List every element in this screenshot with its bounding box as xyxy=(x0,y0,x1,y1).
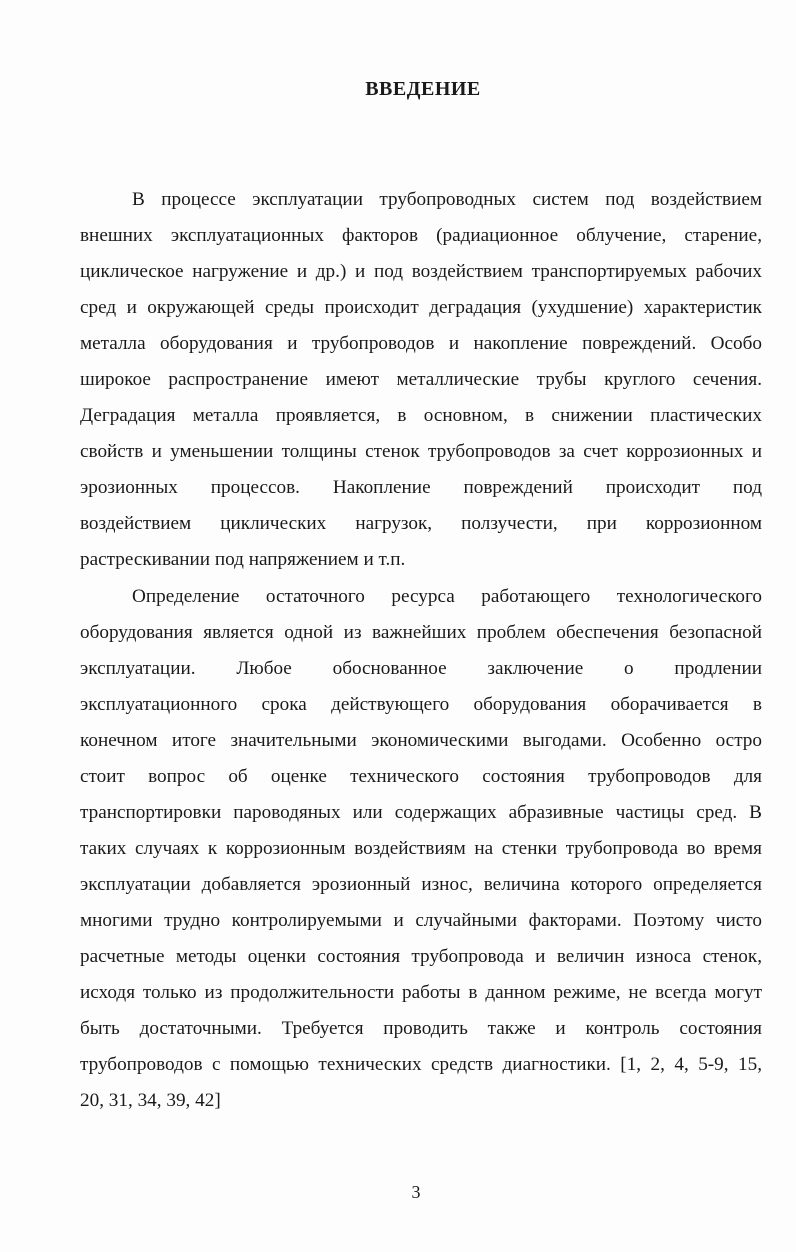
paragraph-line: расчетные методы оценки состояния трубопровода и величин износа стенок, xyxy=(80,946,762,967)
paragraph-line: металла оборудования и трубопроводов и накопление повреждений. Особо xyxy=(80,333,762,354)
paragraph-line: сред и окружающей среды происходит деградация (ухудшение) характеристик xyxy=(80,297,762,318)
paragraph-line: широкое распространение имеют металлические трубы круглого сечения. xyxy=(80,369,762,390)
page-number: 3 xyxy=(411,1182,421,1202)
paragraph-line: транспортировки пароводяных или содержащих абразивные частицы сред. В xyxy=(80,802,762,823)
paragraph-line: стоит вопрос об оценке технического состояния трубопроводов для xyxy=(80,766,762,787)
paragraph-line: исходя только из продолжительности работы в данном режиме, не всегда могут xyxy=(80,982,762,1003)
paragraph-line: Деградация металла проявляется, в основном, в снижении пластических xyxy=(80,405,762,426)
paragraph-line: растрескивании под напряжением и т.п. xyxy=(80,549,406,570)
paragraph-line: эксплуатационного срока действующего оборудования оборачивается в xyxy=(80,694,762,715)
paragraph-line: внешних эксплуатационных факторов (радиационное облучение, старение, xyxy=(80,225,762,246)
paragraph-line: 20, 31, 34, 39, 42] xyxy=(80,1090,221,1111)
paragraph-line: быть достаточными. Требуется проводить также и контроль состояния xyxy=(80,1018,762,1039)
paragraph-line: циклическое нагружение и др.) и под воздействием транспортируемых рабочих xyxy=(80,261,762,282)
paragraph-line: свойств и уменьшении толщины стенок трубопроводов за счет коррозионных и xyxy=(80,441,762,462)
paragraph-line: В процессе эксплуатации трубопроводных систем под воздействием xyxy=(132,189,762,210)
paragraph-line: конечном итоге значительными экономическими выгодами. Особенно остро xyxy=(80,730,762,751)
paragraph-line: воздействием циклических нагрузок, ползучести, при коррозионном xyxy=(80,513,762,534)
paragraph-line: многими трудно контролируемыми и случайными факторами. Поэтому чисто xyxy=(80,910,762,931)
paragraph-line: трубопроводов с помощью технических средств диагностики. [1, 2, 4, 5-9, 15, xyxy=(80,1054,762,1075)
paragraph-line: Определение остаточного ресурса работающего технологического xyxy=(132,586,762,607)
paragraph-line: эксплуатации добавляется эрозионный износ, величина которого определяется xyxy=(80,874,762,895)
paragraph-line: таких случаях к коррозионным воздействиям на стенки трубопровода во время xyxy=(80,838,762,859)
section-title: ВВЕДЕНИЕ xyxy=(365,78,481,100)
paragraph-line: эксплуатации. Любое обоснованное заключение о продлении xyxy=(80,658,762,679)
paragraph-line: эрозионных процессов. Накопление повреждений происходит под xyxy=(80,477,762,498)
paragraph-line: оборудования является одной из важнейших проблем обеспечения безопасной xyxy=(80,622,762,643)
